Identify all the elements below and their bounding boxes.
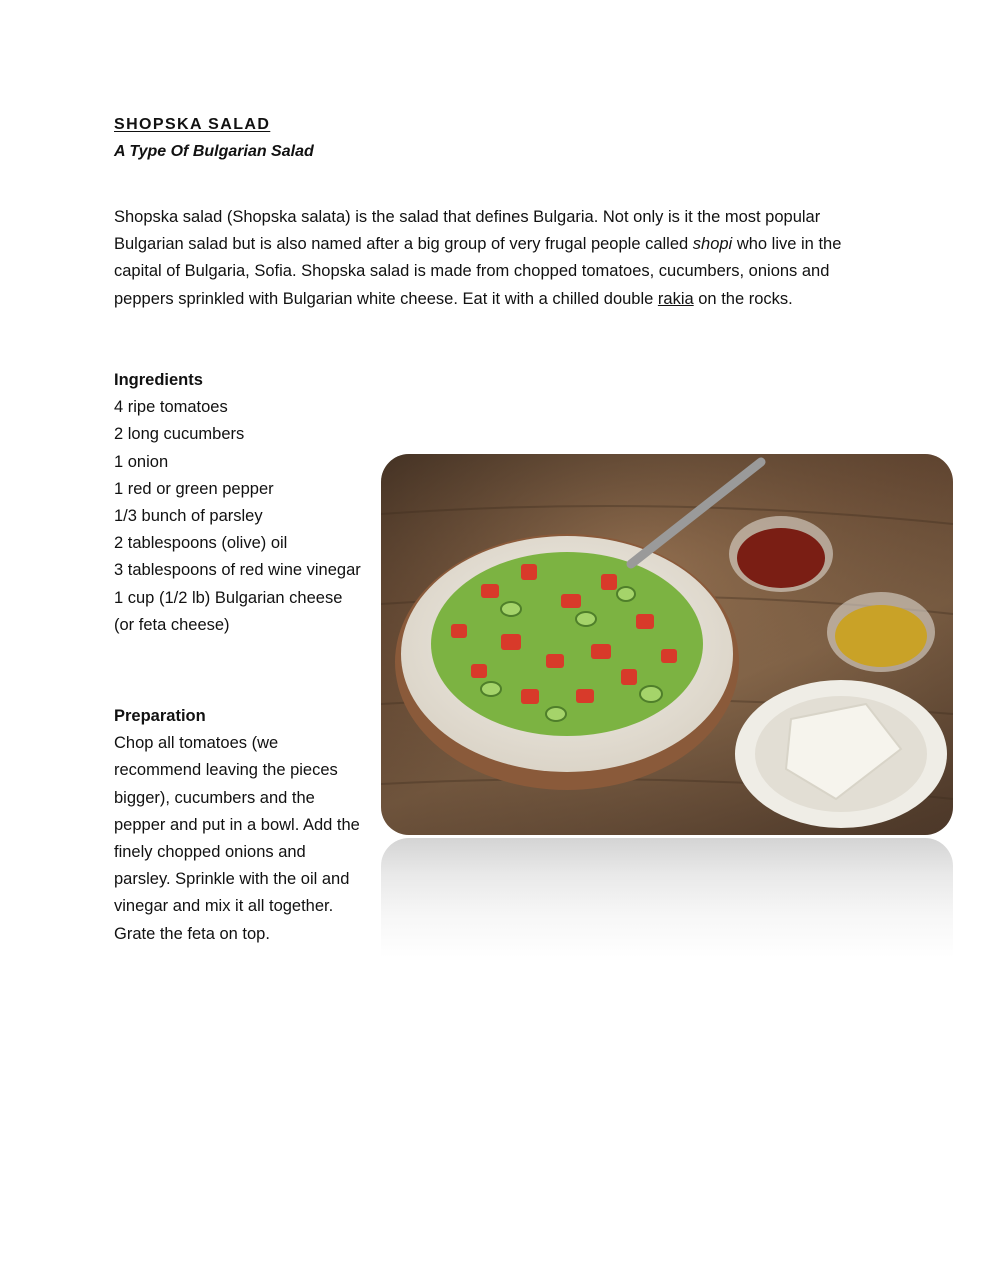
preparation-text: Chop all tomatoes (we recommend leaving the pieces bigger), cucumbers and the pepper and put in a bowl. Add the finely chopped onions and parsley. Sprinkle with the oil and vinegar and mix it all together. Grate the feta on top. [114, 734, 360, 943]
recipe-title: SHOPSKA SALAD [114, 116, 271, 133]
ingredients-heading: Ingredients [114, 371, 203, 389]
intro-text-3: on the rocks. [693, 289, 793, 308]
ingredient-item: 1 red or green pepper [114, 479, 274, 498]
ingredients-section [114, 367, 364, 639]
intro-paragraph [114, 204, 884, 313]
ingredient-item: 1/3 bunch of parsley [114, 507, 263, 526]
preparation-heading: Preparation [114, 707, 206, 725]
rakia-link[interactable]: rakia [657, 289, 694, 308]
ingredient-item: 3 tablespoons of red wine vinegar [114, 561, 361, 580]
ingredient-item: 2 long cucumbers [114, 425, 245, 444]
salad-photo [381, 454, 953, 835]
preparation-section [114, 703, 362, 948]
recipe-subtitle: A Type Of Bulgarian Salad [114, 143, 314, 160]
ingredient-item: 4 ripe tomatoes [114, 398, 228, 417]
photo-reflection [381, 838, 953, 958]
salad-photo-illustration [381, 454, 953, 835]
ingredients-list [114, 394, 364, 639]
ingredient-item: 1 onion [114, 452, 169, 471]
intro-text-1: Shopska salad (Shopska salata) is the salad that defines Bulgaria. Not only is it the most popular Bulgarian salad but is also named after a big group of very frugal people called [114, 208, 821, 254]
ingredient-item: 2 tablespoons (olive) oil [114, 534, 288, 553]
intro-italic-word: shopi [692, 235, 733, 254]
intro-text-2: who live in the capital of Bulgaria, Sofia. Shopska salad is made from chopped tomatoes, cucumbers, onions and peppers sprinkled with Bulgarian white cheese. Eat it with a chilled double [114, 235, 842, 308]
ingredient-item: 1 cup (1/2 lb) Bulgarian cheese (or feta cheese) [114, 588, 343, 634]
